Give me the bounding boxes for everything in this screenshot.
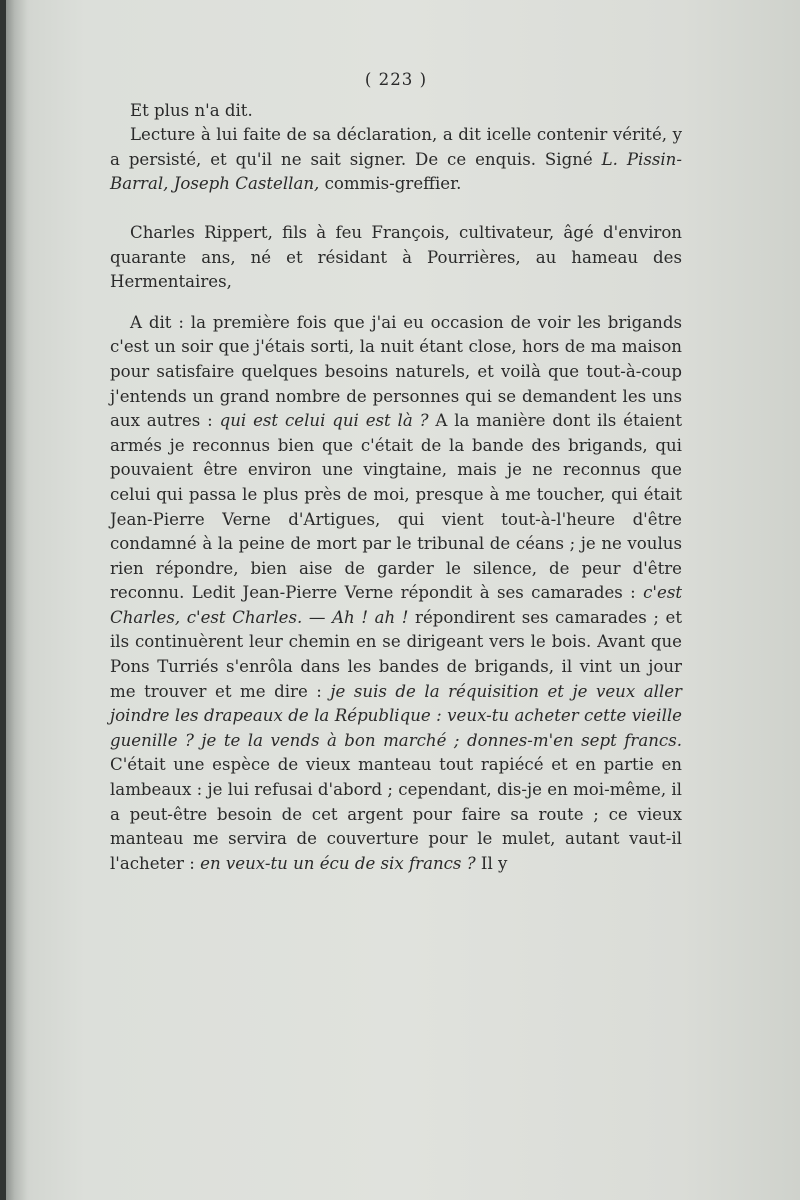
paragraph-testimony [110,311,682,877]
spacer [110,295,682,311]
paragraph-reading-tail: commis-greffier. [319,174,462,194]
testimony-part-3: répondirent ses camarades ; et ils continuèrent leur chemin en se dirigeant vers le bois. Avant que Pons Turriés s'enrôla dans les bandes de brigands, il vint un jour me trouver et me dire : [110,607,682,701]
testimony-quote-3: je suis de la réquisition et je veux aller joindre les drapeaux de la République : veux-tu acheter cette vieille guenille ? je te la vends à bon marché ; donnes-m'en sept francs. [110,681,682,750]
paragraph-witness-text: Charles Rippert, fils à feu François, cultivateur, âgé d'environ quarante ans, né et résidant à Pourrières, au hameau des Hermentaires, [110,222,682,292]
paragraph-closing-text: Et plus n'a dit. [130,100,253,120]
testimony-quote-4: en veux-tu un écu de six francs ? [200,853,476,873]
page-edge [6,0,28,1200]
paragraph-witness [110,221,682,295]
page-text [110,68,682,876]
paragraph-closing [110,99,682,124]
testimony-part-2: A la manière dont ils étaient armés je reconnus bien que c'était de la bande des brigands, qui pouvaient être environ une vingtaine, mais je ne reconnus que celui qui passa le plus près de moi, presque à me toucher, qui était Jean-Pierre Verne d'Artigues, qui vient tout-à-l'heure d'être condamné à la peine de mort par le tribunal de céans ; je ne voulus rien répondre, bien aise de garder le silence, de peur d'être reconnu. Ledit Jean-Pierre Verne répondit à ses camarades : [110,411,682,603]
testimony-quote-2: c'est Charles, c'est Charles. — Ah ! ah ! [110,583,682,627]
paragraph-reading-text: Lecture à lui faite de sa déclaration, a dit icelle contenir vérité, y a persisté, et qu'il ne sait signer. De ce enquis. Signé [110,125,682,169]
testimony-quote-1: qui est celui qui est là ? [219,411,429,431]
book-page [6,0,800,1200]
signatures: L. Pissin-Barral, Joseph Castellan, [110,149,682,194]
testimony-part-5: Il y [475,853,508,873]
spacer [110,197,682,221]
testimony-part-1: A dit : la première fois que j'ai eu occasion de voir les brigands c'est un soir que j'étais sorti, la nuit étant close, hors de ma maison pour satisfaire quelques besoins naturels, et voilà que tout-à-coup j'entends un grand nombre de personnes qui se demandent les uns aux autres : [110,312,682,431]
testimony-part-4: C'était une espèce de vieux manteau tout rapiécé et en partie en lambeaux : je lui refusai d'abord ; cependant, dis-je en moi-même, il a peut-être besoin de cet argent pour faire sa route ; ce vieux manteau me servira de couverture pour le mulet, autant vaut-il l'acheter : [110,755,682,873]
page-number: ( 223 ) [364,70,428,89]
paragraph-reading [110,123,682,197]
